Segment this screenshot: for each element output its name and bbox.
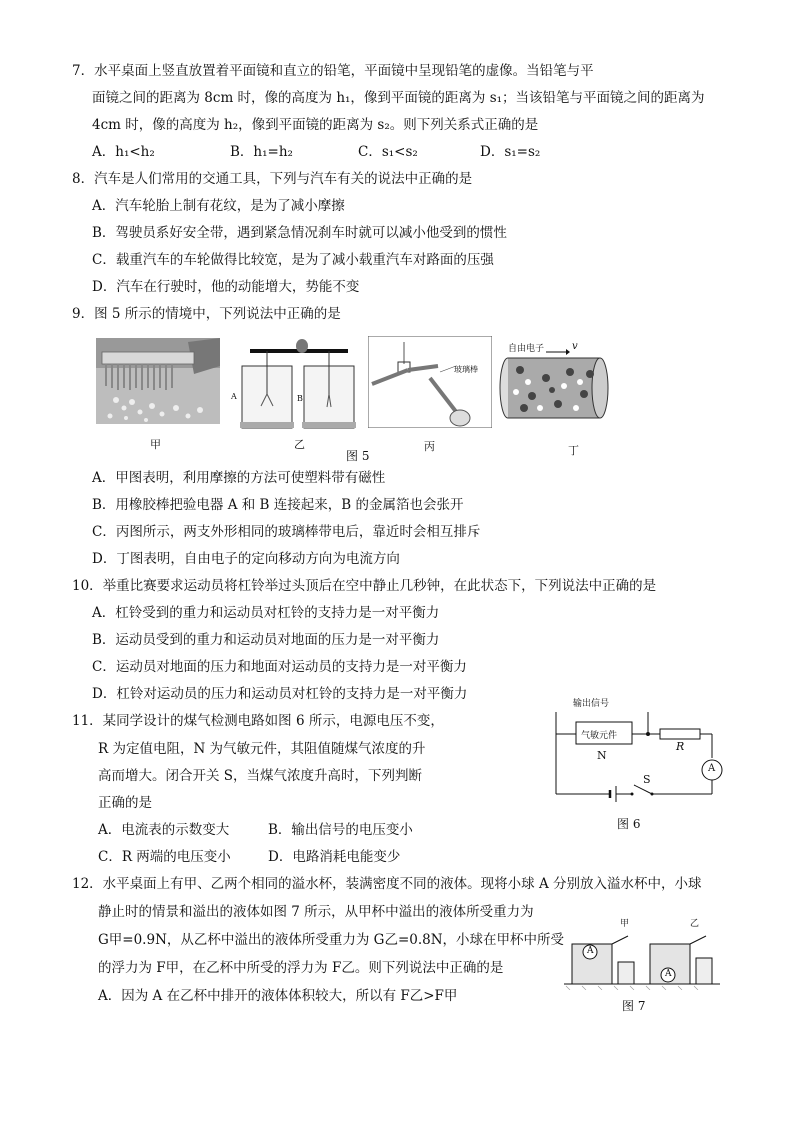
q7-stem-line1: 7．水平桌面上竖直放置着平面镜和直立的铅笔，平面镜中呈现铅笔的虚像。当铅笔与平 [72,63,594,79]
fig6-r-label: R [676,740,685,753]
q12-stem-line1: 12．水平桌面上有甲、乙两个相同的溢水杯，装满密度不同的液体。现将小球 A 分别放入溢水杯中，小球 [72,876,702,892]
fig5-velocity-label: v [572,341,578,352]
fig5-glass-rods-image [368,336,492,428]
q7-option-a[interactable]: A．h₁<h₂ [92,144,155,160]
q11-option-a[interactable]: A．电流表的示数变大 [98,822,230,838]
q11-stem-line2: R 为定值电阻，N 为气敏元件，其阻值随煤气浓度的升 [98,741,426,757]
q7-option-c[interactable]: C．s₁<s₂ [358,144,418,160]
fig5-label-bing: 丙 [424,440,435,453]
q10-option-c[interactable]: C．运动员对地面的压力和地面对运动员的支持力是一对平衡力 [92,659,467,675]
q12-stem-line3: G甲=0.9N，从乙杯中溢出的液体所受重力为 G乙=0.8N，小球在甲杯中所受 [98,932,565,948]
fig5-free-electron-label: 自由电子 [508,344,545,354]
fig6-ammeter-label: A [708,763,716,774]
q9-stem: 9．图 5 所示的情境中，下列说法中正确的是 [72,306,341,322]
q11-stem-line3: 高而增大。闭合开关 S，当煤气浓度升高时，下列判断 [98,768,423,784]
fig5-glass-rod-label: 玻璃棒 [454,365,478,374]
fig6-output-signal-label: 输出信号 [573,699,610,709]
velocity-arrow-icon [546,347,570,357]
fig5-comb-image [96,338,220,424]
q7-stem-line2: 面镜之间的距离为 8cm 时，像的高度为 h₁，像到平面镜的距离为 s₁；当该铅笔与平面镜之间的距离为 [92,90,705,106]
fig7-ball-label-jia: A [587,946,594,956]
q8-option-d[interactable]: D．汽车在行驶时，他的动能增大，势能不变 [92,279,360,295]
q12-stem-line4: 的浮力为 F甲，在乙杯中所受的浮力为 F乙。则下列说法中正确的是 [98,960,504,976]
fig5-label-ding: 丁 [568,444,579,457]
q11-option-c[interactable]: C．R 两端的电压变小 [98,849,231,865]
fig5-free-electrons-image [498,356,610,422]
q9-option-d[interactable]: D．丁图表明，自由电子的定向移动方向为电流方向 [92,551,400,567]
q10-stem: 10．举重比赛要求运动员将杠铃举过头顶后在空中静止几秒钟，在此状态下，下列说法中正确的是 [72,578,657,594]
fig5-label-electroscope-b: B [297,394,303,403]
q7-option-b[interactable]: B．h₁=h₂ [230,144,293,160]
fig6-gas-element-label: 气敏元件 [581,731,618,741]
fig7-cup-label-yi: 乙 [690,919,700,929]
q10-option-a[interactable]: A．杠铃受到的重力和运动员对杠铃的支持力是一对平衡力 [92,605,440,621]
q11-option-d[interactable]: D．电路消耗电能变少 [268,849,401,865]
q9-option-a[interactable]: A．甲图表明，利用摩擦的方法可使塑料带有磁性 [92,470,386,486]
q10-option-d[interactable]: D．杠铃对运动员的压力和运动员对杠铃的支持力是一对平衡力 [92,686,468,702]
q9-option-b[interactable]: B．用橡胶棒把验电器 A 和 B 连接起来，B 的金属箔也会张开 [92,497,464,513]
q10-option-b[interactable]: B．运动员受到的重力和运动员对地面的压力是一对平衡力 [92,632,440,648]
q12-stem-line2: 静止时的情景和溢出的液体如图 7 所示，从甲杯中溢出的液体所受重力为 [98,904,534,920]
q8-stem: 8．汽车是人们常用的交通工具，下列与汽车有关的说法中正确的是 [72,171,473,187]
fig7-cup-label-jia: 甲 [620,919,630,929]
fig7-caption: 图 7 [622,999,646,1013]
q8-option-b[interactable]: B．驾驶员系好安全带，遇到紧急情况刹车时就可以减小他受到的惯性 [92,225,507,241]
q9-option-c[interactable]: C．丙图所示，两支外形相同的玻璃棒带电后，靠近时会相互排斥 [92,524,481,540]
fig7-overflow-cups [562,924,722,990]
fig7-ball-label-yi: A [665,969,672,979]
fig6-caption: 图 6 [617,817,641,831]
fig5-label-yi: 乙 [294,438,305,451]
q8-option-c[interactable]: C．载重汽车的车轮做得比较宽，是为了减小载重汽车对路面的压强 [92,252,494,268]
q11-option-b[interactable]: B．输出信号的电压变小 [268,822,413,838]
fig5-caption: 图 5 [346,449,370,463]
q11-stem-line1: 11．某同学设计的煤气检测电路如图 6 所示，电源电压不变， [72,713,444,729]
fig5-label-jia: 甲 [150,438,161,451]
q12-option-a[interactable]: A．因为 A 在乙杯中排开的液体体积较大，所以有 F乙>F甲 [98,988,458,1004]
q8-option-a[interactable]: A．汽车轮胎上制有花纹，是为了减小摩擦 [92,198,345,214]
q11-stem-line4: 正确的是 [98,795,152,811]
q7-stem-line3: 4cm 时，像的高度为 h₂，像到平面镜的距离为 s₂。则下列关系式正确的是 [92,117,539,133]
fig5-electroscopes-image [236,338,358,430]
fig6-n-label: N [597,749,607,762]
fig6-s-label: S [643,773,651,786]
fig5-label-electroscope-a: A [231,392,237,401]
q7-option-d[interactable]: D．s₁=s₂ [480,144,541,160]
